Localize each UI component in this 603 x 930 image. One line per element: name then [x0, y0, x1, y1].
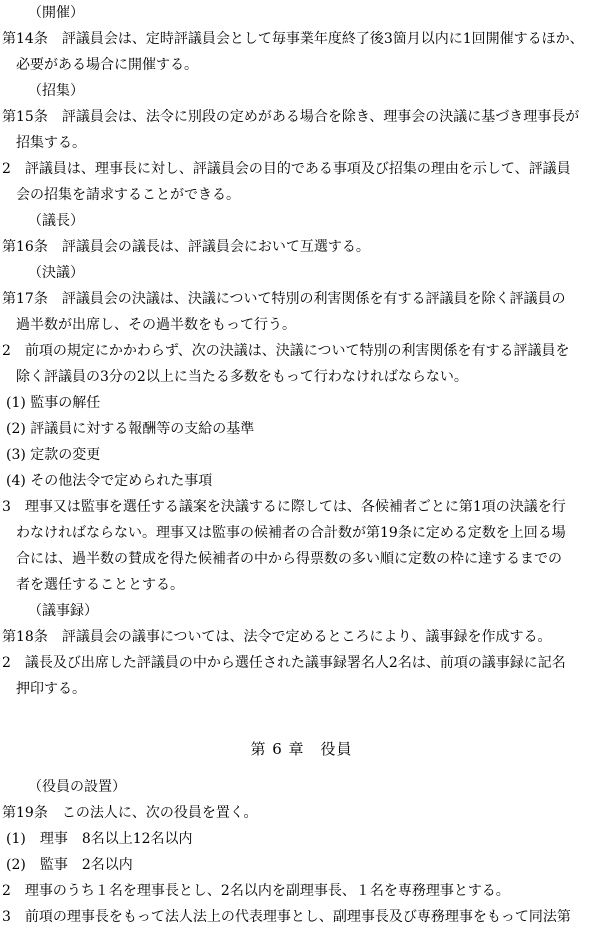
article-16-line-1: 第16条 評議員会の議長は、評議員会において互選する。: [2, 239, 370, 255]
article-14-line-2: 必要がある場合に開催する。: [16, 57, 198, 73]
article-17-para-3-line-3: 合には、過半数の賛成を得た候補者の中から得票数の多い順に定数の枠に達するまでの: [16, 551, 562, 567]
article-15-para-2-line-2: 会の招集を請求することができる。: [16, 187, 240, 203]
section-heading-kaisai: （開催）: [28, 5, 84, 21]
article-17-line-2: 過半数が出席し、その過半数をもって行う。: [16, 317, 296, 333]
article-17-line-1: 第17条 評議員会の決議は、決議について特別の利害関係を有する評議員を除く評議員の: [2, 291, 566, 307]
article-17-para-3-line-4: 者を選任することとする。: [16, 577, 184, 593]
article-15-para-2-line-1: 2 評議員は、理事長に対し、評議員会の目的である事項及び招集の理由を示して、評議員: [2, 161, 571, 177]
article-14-line-1: 第14条 評議員会は、定時評議員会として毎事業年度終了後3箇月以内に1回開催するほか、: [2, 31, 584, 47]
article-15-line-1: 第15条 評議員会は、法令に別段の定めがある場合を除き、理事会の決議に基づき理事長が: [2, 109, 580, 125]
article-19-para-3-line-1: 3 前項の理事長をもって法人法上の代表理事とし、副理事長及び専務理事をもって同法第: [2, 909, 571, 925]
article-17-para-2-line-1: 2 前項の規定にかかわらず、次の決議は、決議について特別の利害関係を有する評議員を: [2, 343, 570, 359]
section-heading-yakuin: （役員の設置）: [28, 779, 126, 795]
section-heading-gijiroku: （議事録）: [28, 603, 98, 619]
section-heading-gicho: （議長）: [28, 213, 84, 229]
article-19-line-1: 第19条 この法人に、次の役員を置く。: [2, 805, 258, 821]
chapter-6-title: 第 6 章 役員: [250, 740, 353, 758]
article-17-para-3-line-1: 3 理事又は監事を選任する議案を決議するに際しては、各候補者ごとに第1項の決議を行: [2, 499, 566, 515]
section-heading-ketsugi: （決議）: [28, 265, 84, 281]
article-19-item-2: (2) 監事 2名以内: [6, 857, 133, 873]
article-17-item-1: (1) 監事の解任: [6, 395, 101, 411]
article-17-item-2: (2) 評議員に対する報酬等の支給の基準: [6, 421, 255, 437]
article-17-item-3: (3) 定款の変更: [6, 447, 101, 463]
article-17-para-3-line-2: わなければならない。理事又は監事の候補者の合計数が第19条に定める定数を上回る場: [16, 525, 566, 541]
article-19-para-2-line-1: 2 理事のうち１名を理事長とし、2名以内を副理事長、１名を専務理事とする。: [2, 883, 510, 899]
article-15-line-2: 招集する。: [16, 135, 86, 151]
article-18-para-2-line-2: 押印する。: [16, 681, 86, 697]
article-18-para-2-line-1: 2 議長及び出席した評議員の中から選任された議事録署名人2名は、前項の議事録に記名: [2, 655, 566, 671]
section-heading-shoshu: （招集）: [28, 83, 84, 99]
article-18-line-1: 第18条 評議員会の議事については、法令で定めるところにより、議事録を作成する。: [2, 629, 552, 645]
article-19-item-1: (1) 理事 8名以上12名以内: [6, 831, 193, 847]
article-17-para-2-line-2: 除く評議員の3分の2以上に当たる多数をもって行わなければならない。: [16, 369, 468, 385]
article-17-item-4: (4) その他法令で定められた事項: [6, 473, 213, 489]
